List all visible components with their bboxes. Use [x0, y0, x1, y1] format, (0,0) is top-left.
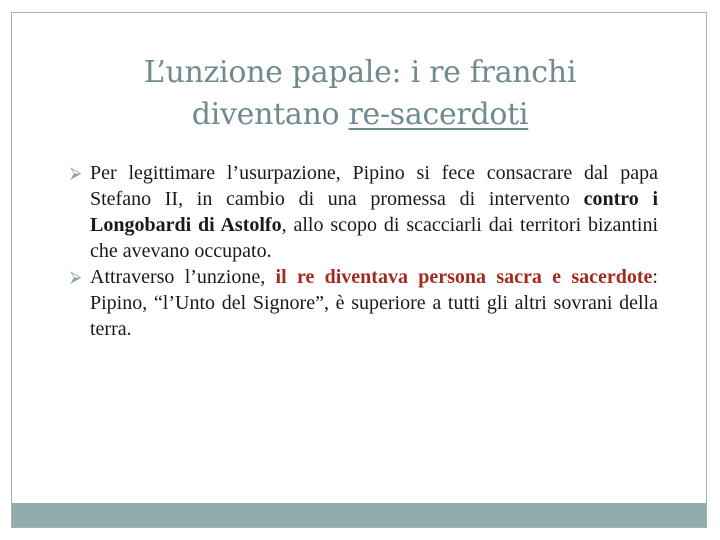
bullet-arrow-icon: ⮚	[70, 163, 82, 182]
bullet-arrow-icon: ⮚	[70, 267, 82, 286]
bullet-paragraph-2	[72, 264, 658, 342]
slide-title	[40, 52, 680, 136]
footer-bar	[12, 503, 706, 527]
paragraph-1-text-a: Per legittimare l’usurpazione, Pipino si fece consacrare dal papa Stefano II, in cambio di una promessa di intervento	[90, 162, 658, 210]
paragraph-1-bold: contro i Longobardi di Astolfo	[90, 188, 659, 236]
title-line-2-underlined: re-sacerdoti	[348, 97, 529, 132]
paragraph-2-red-emphasis: il re diventava persona sacra e sacerdote	[275, 266, 653, 288]
slide-body	[72, 160, 658, 342]
paragraph-1-text-b: , allo scopo di scacciarli dai territori bizantini che avevano occupato.	[90, 214, 658, 262]
paragraph-2-text-b: : Pipino, “l’Unto del Signore”, è superiore a tutti gli altri sovrani della terra.	[90, 266, 658, 340]
paragraph-2-text-a: Attraverso l’unzione,	[90, 266, 276, 288]
title-line-2-prefix: diventano	[191, 97, 349, 132]
title-line-1: L’unzione papale: i re franchi	[143, 55, 577, 90]
bullet-paragraph-1	[72, 160, 658, 264]
